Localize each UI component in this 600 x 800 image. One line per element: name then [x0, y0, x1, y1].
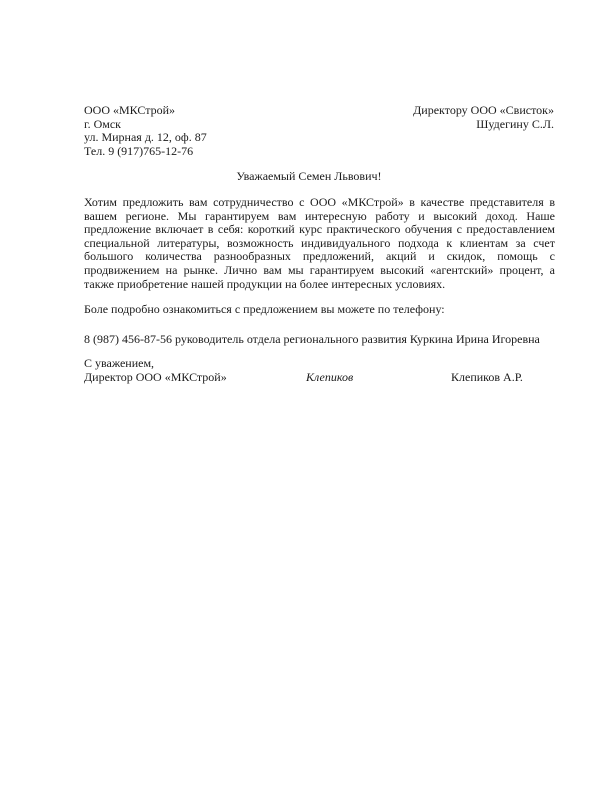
sender-phone: Тел. 9 (917)765-12-76: [84, 143, 194, 158]
recipient-block: [413, 104, 554, 131]
contact-line: 8 (987) 456-87-56 руководитель отдела регионального развития Куркина Ирина Игоревна: [84, 332, 540, 346]
handwritten-signature: Клепиков: [306, 370, 354, 384]
greeting-line: [0, 169, 600, 184]
sender-city: г. Омск: [84, 116, 121, 131]
signatory-title: Директор ООО «МКСтрой»: [84, 370, 227, 384]
letter-body: Хотим предложить вам сотрудничество с ООО «МКСтрой» в качестве представителя в вашем регионе. Мы гарантируем вам интересную работу и высокий доход. Наше предложение включает в себя: короткий курс практического обучения с предоставлением специальной литературы, возможность индивидуального подхода к клиентам за счет большого количества разнообразных предложений, акций и скидок, помощь с продвижением на рынке. Лично вам мы гарантируем высокий «агентский» процент, а также приобретение нашей продукции на более интересных условиях.: [84, 195, 555, 291]
recipient-position: Директору ООО «Свисток»: [413, 103, 554, 117]
sender-company: ООО «МКСтрой»: [84, 103, 176, 117]
sender-block: [84, 104, 207, 158]
recipient-name: Шудегину С.Л.: [476, 116, 554, 131]
greeting-text: Уважаемый Семен Львович!: [236, 169, 382, 183]
more-info-line: Боле подробно ознакомиться с предложением вы можете по телефону:: [84, 302, 445, 316]
sender-address: ул. Мирная д. 12, оф. 87: [84, 130, 207, 144]
closing-regards: С уважением,: [84, 356, 155, 370]
signatory-name: Клепиков А.Р.: [451, 370, 523, 384]
